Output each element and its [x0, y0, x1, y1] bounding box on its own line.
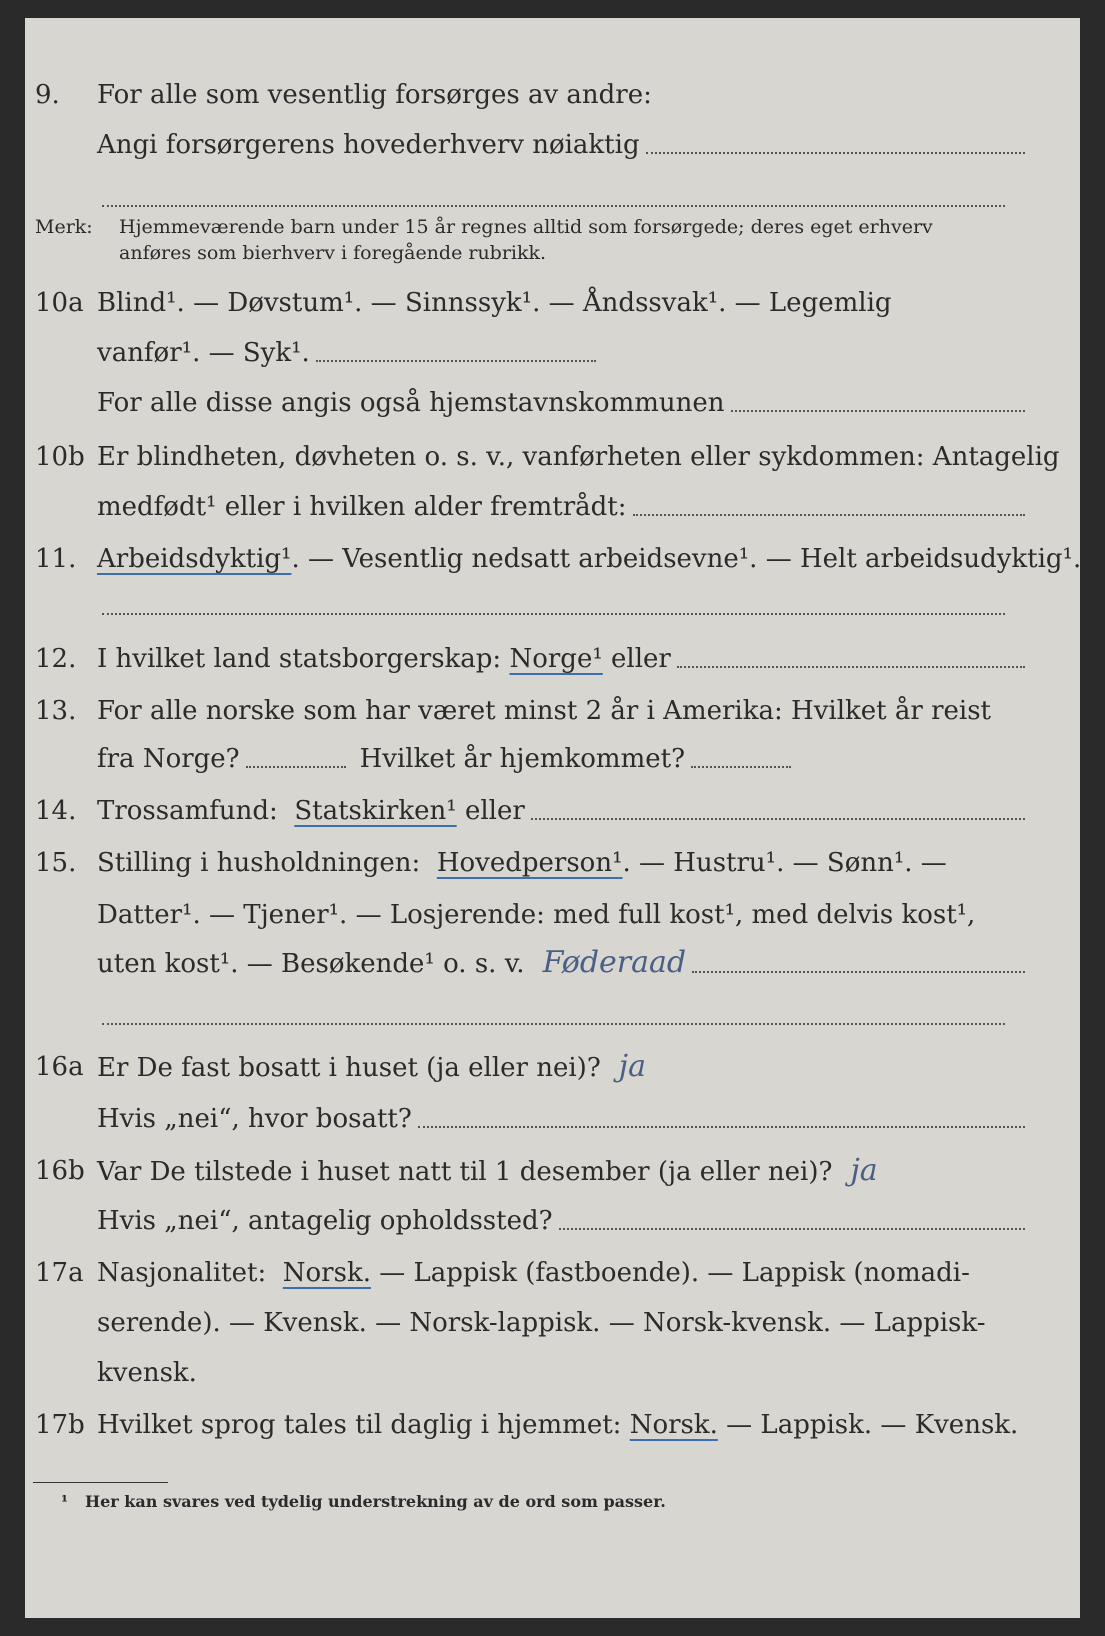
q13-return-label: Hvilket år hjemkommet?: [359, 744, 686, 774]
q9-extra-answer-line[interactable]: [102, 204, 1005, 207]
q17a-selected-option[interactable]: Norsk.: [282, 1258, 371, 1288]
q13-departure-line[interactable]: [246, 765, 346, 768]
q15-options-2: Datter¹. — Tjener¹. — Losjerende: med full kost¹, med delvis kost¹,: [97, 900, 976, 930]
q16b-number: 16b: [35, 1156, 85, 1186]
q9-subquestion: Angi forsørgerens hovederhverv nøiaktig: [97, 130, 640, 160]
q12-number: 12.: [35, 644, 77, 674]
q17a-question: Nasjonalitet:: [97, 1258, 267, 1288]
q16b-answer-line[interactable]: [559, 1227, 1025, 1230]
q15-extra-answer-line[interactable]: [102, 1022, 1005, 1025]
q11-extra-answer-line[interactable]: [102, 612, 1005, 615]
q15-handwritten-answer[interactable]: Føderaad: [542, 945, 687, 980]
census-form-page: [25, 18, 1080, 1618]
q17a-number: 17a: [35, 1258, 84, 1288]
q10a-options-1: Blind¹. — Døvstum¹. — Sinnssyk¹. — Åndssvak¹. — Legemlig: [97, 288, 892, 318]
q10a-answer-line[interactable]: [316, 359, 596, 362]
q17b-other-options: — Lappisk. — Kvensk.: [726, 1410, 1019, 1440]
q15-answer-line[interactable]: [692, 970, 1025, 973]
q17a-options-1: — Lappisk (fastboende). — Lappisk (nomadi-: [379, 1258, 970, 1288]
q12-or: eller: [611, 644, 671, 674]
q11-other-options: . — Vesentlig nedsatt arbeidsevne¹. — Helt arbeidsudyktig¹.: [291, 544, 1082, 574]
q17a-options-2: serende). — Kvensk. — Norsk-lappisk. — Norsk-kvensk. — Lappisk-: [97, 1308, 986, 1338]
q12-answer-line[interactable]: [677, 665, 1025, 668]
q13-number: 13.: [35, 696, 77, 726]
q12-selected-option[interactable]: Norge¹: [509, 644, 603, 674]
q15-question: Stilling i husholdningen:: [97, 848, 421, 878]
q10b-answer-line[interactable]: [633, 513, 1026, 516]
q14-question: Trossamfund:: [97, 796, 278, 826]
q17b-number: 17b: [35, 1410, 85, 1440]
q16a-question: Er De fast bosatt i huset (ja eller nei)?: [97, 1053, 601, 1083]
q10b-question: Er blindheten, døvheten o. s. v., vanførheten eller sykdommen: Antagelig: [97, 442, 1060, 472]
merk-text-2: anføres som bierhverv i foregående rubrikk.: [119, 242, 547, 264]
q17b-selected-option[interactable]: Norsk.: [629, 1410, 718, 1440]
q13-return-line[interactable]: [691, 765, 791, 768]
q13-question: For alle norske som har været minst 2 år i Amerika: Hvilket år reist: [97, 696, 991, 726]
footnote-text: Her kan svares ved tydelig understrekning av de ord som passer.: [85, 1492, 666, 1511]
q9-number: 9.: [35, 80, 60, 110]
q14-or: eller: [464, 796, 525, 826]
q16a-answer-line[interactable]: [418, 1125, 1025, 1128]
q15-options-1: . — Hustru¹. — Sønn¹. —: [622, 848, 947, 878]
merk-text-1: Hjemmeværende barn under 15 år regnes alltid som forsørgede; deres eget erhverv: [119, 216, 933, 238]
q10b-subquestion: medfødt¹ eller i hvilken alder fremtrådt:: [97, 492, 627, 522]
q16b-handwritten-answer[interactable]: ja: [850, 1153, 878, 1188]
q14-selected-option[interactable]: Statskirken¹: [294, 796, 457, 826]
q16a-number: 16a: [35, 1052, 84, 1082]
q10a-number: 10a: [35, 288, 84, 318]
q16a-handwritten-answer[interactable]: ja: [618, 1049, 646, 1084]
footnote-mark: ¹: [61, 1492, 69, 1511]
q17a-options-3: kvensk.: [97, 1358, 197, 1388]
q16b-question: Var De tilstede i huset natt til 1 desember (ja eller nei)?: [97, 1157, 833, 1187]
footnote-rule: [33, 1482, 168, 1483]
q9-answer-line[interactable]: [646, 151, 1025, 154]
q15-number: 15.: [35, 848, 77, 878]
q14-number: 14.: [35, 796, 77, 826]
q14-answer-line[interactable]: [531, 817, 1025, 820]
q17b-question: Hvilket sprog tales til daglig i hjemmet:: [97, 1410, 622, 1440]
merk-label: Merk:: [35, 216, 93, 238]
q9-question: For alle som vesentlig forsørges av andre:: [97, 80, 652, 110]
q15-options-3: uten kost¹. — Besøkende¹ o. s. v.: [97, 949, 525, 979]
q11-number: 11.: [35, 544, 77, 574]
q13-departure-label: fra Norge?: [97, 744, 240, 774]
q15-selected-option[interactable]: Hovedperson¹: [436, 848, 623, 878]
q11-selected-option[interactable]: Arbeidsdyktig¹: [97, 544, 292, 574]
q10a-municipality-line[interactable]: [731, 409, 1025, 412]
q16b-subquestion: Hvis „nei“, antagelig opholdssted?: [97, 1206, 553, 1236]
q16a-subquestion: Hvis „nei“, hvor bosatt?: [97, 1104, 412, 1134]
q10a-home-municipality: For alle disse angis også hjemstavnskommunen: [97, 388, 725, 418]
q10b-number: 10b: [35, 442, 85, 472]
q12-question: I hvilket land statsborgerskap:: [97, 644, 502, 674]
q10a-options-2: vanfør¹. — Syk¹.: [97, 338, 310, 368]
